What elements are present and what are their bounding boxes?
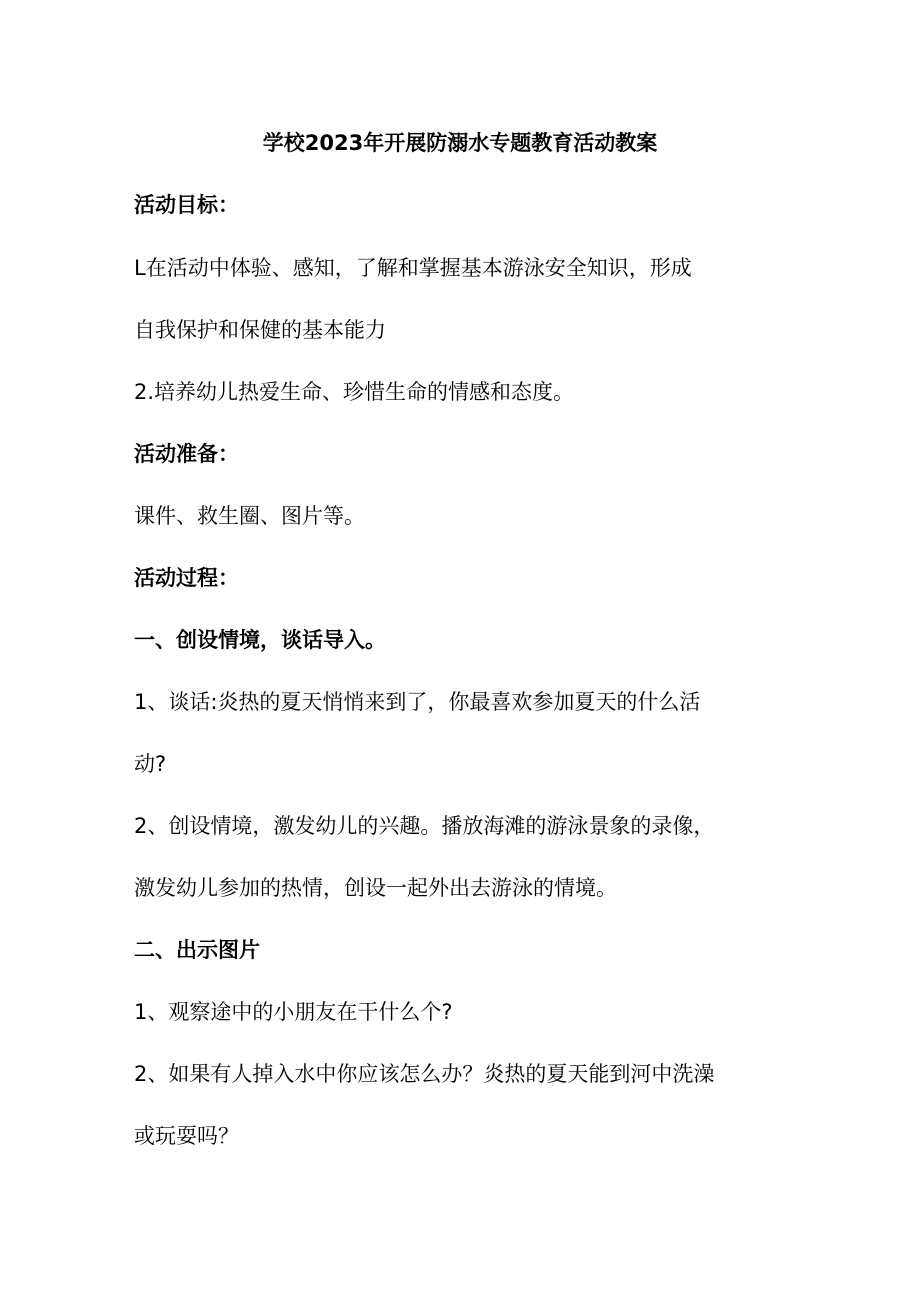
paragraph-line: 2、如果有人掉入水中你应该怎么办？炎热的夏天能到河中洗澡 [134, 1062, 715, 1086]
paragraph-line: 1、谈话:炎热的夏天悄悄来到了，你最喜欢参加夏天的什么活 [134, 690, 701, 714]
paragraph-line: 2.培养幼儿热爱生命、珍惜生命的情感和态度。 [134, 380, 575, 404]
heading-activity-process: 活动过程： [134, 566, 239, 590]
section-heading-two: 二、出示图片 [134, 938, 260, 962]
section-heading-one: 一、创设情境，谈话导入。 [134, 628, 386, 652]
heading-activity-goals: 活动目标： [134, 193, 239, 217]
paragraph-line: 动? [134, 752, 167, 776]
heading-activity-preparation: 活动准备： [134, 442, 239, 466]
paragraph-line: 2、创设情境，激发幼儿的兴趣。播放海滩的游泳景象的录像， [134, 814, 715, 838]
paragraph-line: 激发幼儿参加的热情，创设一起外出去游泳的情境。 [134, 876, 617, 900]
paragraph-line: 课件、救生圈、图片等。 [134, 504, 365, 528]
paragraph-line: 或玩耍吗？ [134, 1124, 239, 1148]
paragraph-line: L在活动中体验、感知，了解和掌握基本游泳安全知识，形成 [134, 256, 692, 280]
paragraph-line: 自我保护和保健的基本能力 [134, 318, 386, 342]
document-title: 学校2023年开展防溺水专题教育活动教案 [262, 131, 658, 155]
paragraph-line: 1、观察途中的小朋友在干什么个? [134, 1000, 453, 1024]
